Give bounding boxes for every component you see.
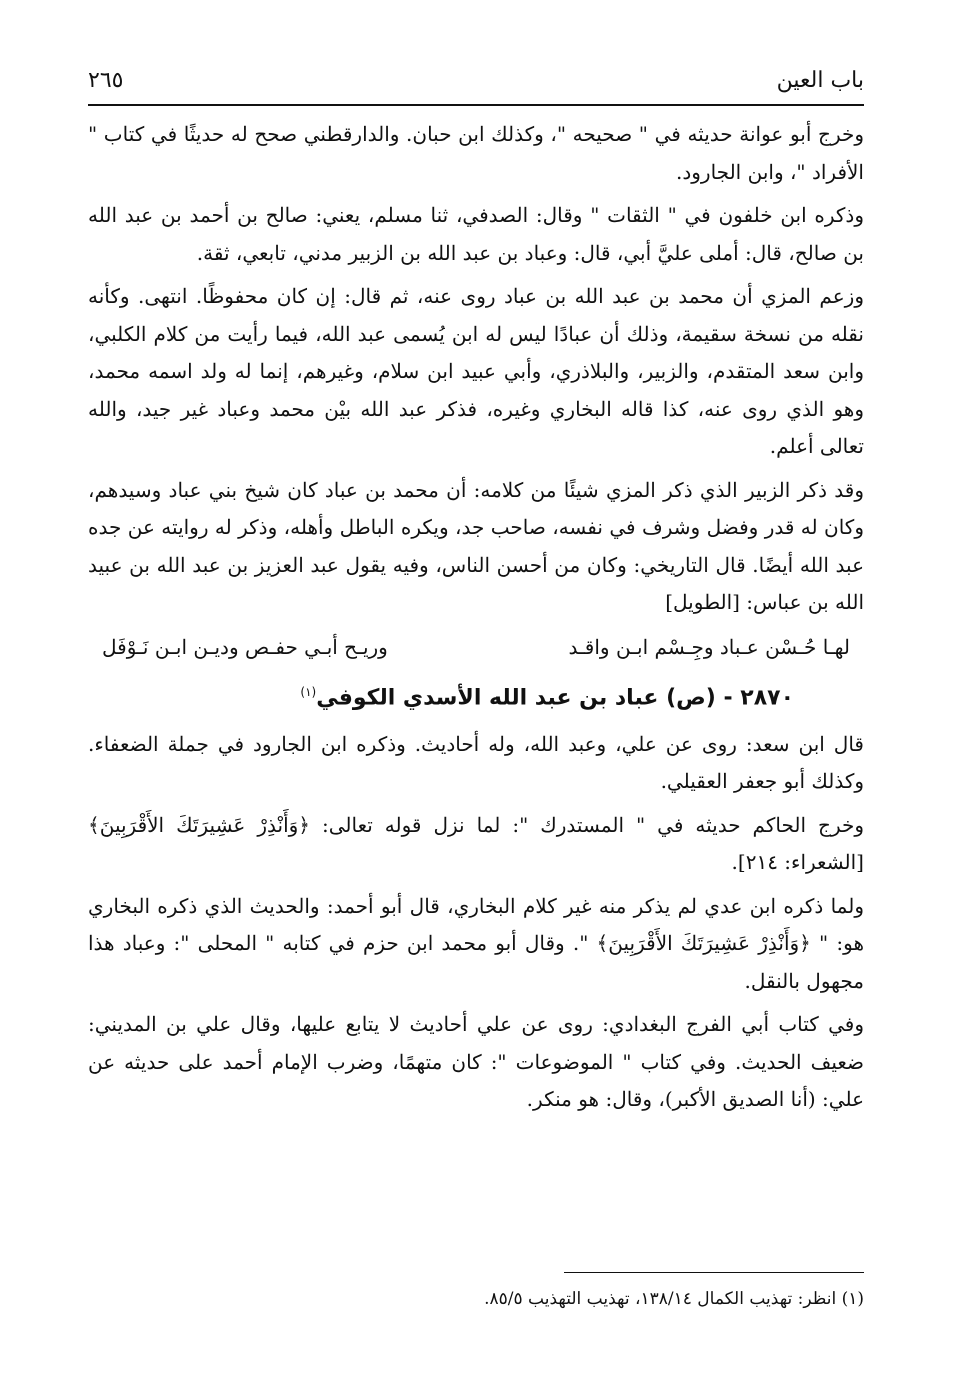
main-text: [88, 116, 864, 1119]
header-divider: [88, 104, 864, 106]
paragraph: وفي كتاب أبي الفرج البغدادي: روى عن علي أحاديث لا يتابع عليها، وقال علي بن المديني: ضعيف الحديث. وفي كتاب " الموضوعات ": كان متهمًا، وضرب الإمام أحمد على حديثه عن علي: (أنا الصديق الأكبر)، وقال: هو منكر.: [88, 1012, 864, 1112]
paragraph: وزعم المزي أن محمد بن عبد الله بن عباد روى عنه، ثم قال: إن كان محفوظًا. انتهى. وكأنه نقله من نسخة سقيمة، وذلك أن عبادًا ليس له ابن يُسمى عبد الله، فيما رأيت من كلام الكلبي، وابن سعد المتقدم، والزبير، والبلاذري، وأبي عبيد ابن سلام، وغيرهم، إنما له ولد اسمه محمد، وهو الذي روى عنه، كذا قاله البخاري وغيره، فذكر عبد الله بيْن محمد وعباد غير جيد، والله تعالى أعلم.: [88, 284, 864, 458]
verse-first-hemistich: لهـا حُـسْن عـباد وجِـسْم ابـن واقـد: [568, 634, 850, 659]
footnote-marker: (١): [300, 684, 317, 699]
paragraph: وخرج أبو عوانة حديثه في " صحيحه "، وكذلك ابن حبان. والدارقطني صحح له حديثًا في كتاب " الأفراد "، وابن الجارود.: [88, 122, 864, 184]
paragraph: وخرج الحاكم حديثه في " المستدرك ": لما نزل قوله تعالى: ﴿وَأَنْذِرْ عَشِيرَتَكَ الأَقْرَبِينَ﴾ [الشعراء: ٢١٤].: [88, 812, 865, 875]
entry-title-text: ٢٨٧٠ - (ص) عباد بن عبد الله الأسدي الكوفي: [316, 684, 794, 710]
poetry-verse: [88, 628, 864, 666]
footnote-divider: [564, 1272, 864, 1273]
paragraph: قال ابن سعد: روى عن علي، وعبد الله، وله أحاديث. وذكره ابن الجارود في جملة الضعفاء. وكذلك أبو جعفر العقيلي.: [88, 731, 864, 794]
paragraph: وذكره ابن خلفون في " الثقات " وقال: الصدفي، ثنا مسلم، يعني: صالح بن أحمد بن عبد الله بن صالح، قال: أملى عليَّ أبي، قال: وعباد بن عبد الله بن الزبير مدني، تابعي، ثقة.: [88, 203, 865, 265]
page-header: [88, 62, 864, 100]
entry-heading: [88, 670, 864, 720]
book-page: [88, 62, 864, 1352]
footnote: (١) انظر: تهذيب الكمال ١٣٨/١٤، تهذيب التهذيب ٨٥/٥.: [484, 1289, 864, 1309]
paragraph: وقد ذكر الزبير الذي ذكر المزي شيئًا من كلامه: أن محمد بن عباد كان شيخ بني عباد وسيدهم، وكان له قدر وفضل وشرف في نفسه، صاحب جد، ويكره الباطل وأهله، وذكر له روايته عن جده عبد الله أيضًا. قال التاريخي: وكان من أحسن الناس، وفيه يقول عبد العزيز بن عبد الله بن عبيد الله بن عباس: [الطويل]: [88, 477, 864, 614]
chapter-title: باب العين: [776, 68, 864, 93]
page-number: ٢٦٥: [88, 68, 124, 93]
paragraph: ولما ذكره ابن عدي لم يذكر منه غير كلام البخاري، قال أبو أحمد: والحديث الذي ذكره البخاري هو: " ﴿وَأَنْذِرْ عَشِيرَتَكَ الأَقْرَبِينَ﴾ ". وقال أبو محمد ابن حزم في كتابه " المحلى ": وعباد هذا مجهول بالنقل.: [88, 893, 864, 993]
verse-second-hemistich: وريـح أبـي حفـص وديـن ابـن نَـوْفَل: [102, 634, 388, 659]
